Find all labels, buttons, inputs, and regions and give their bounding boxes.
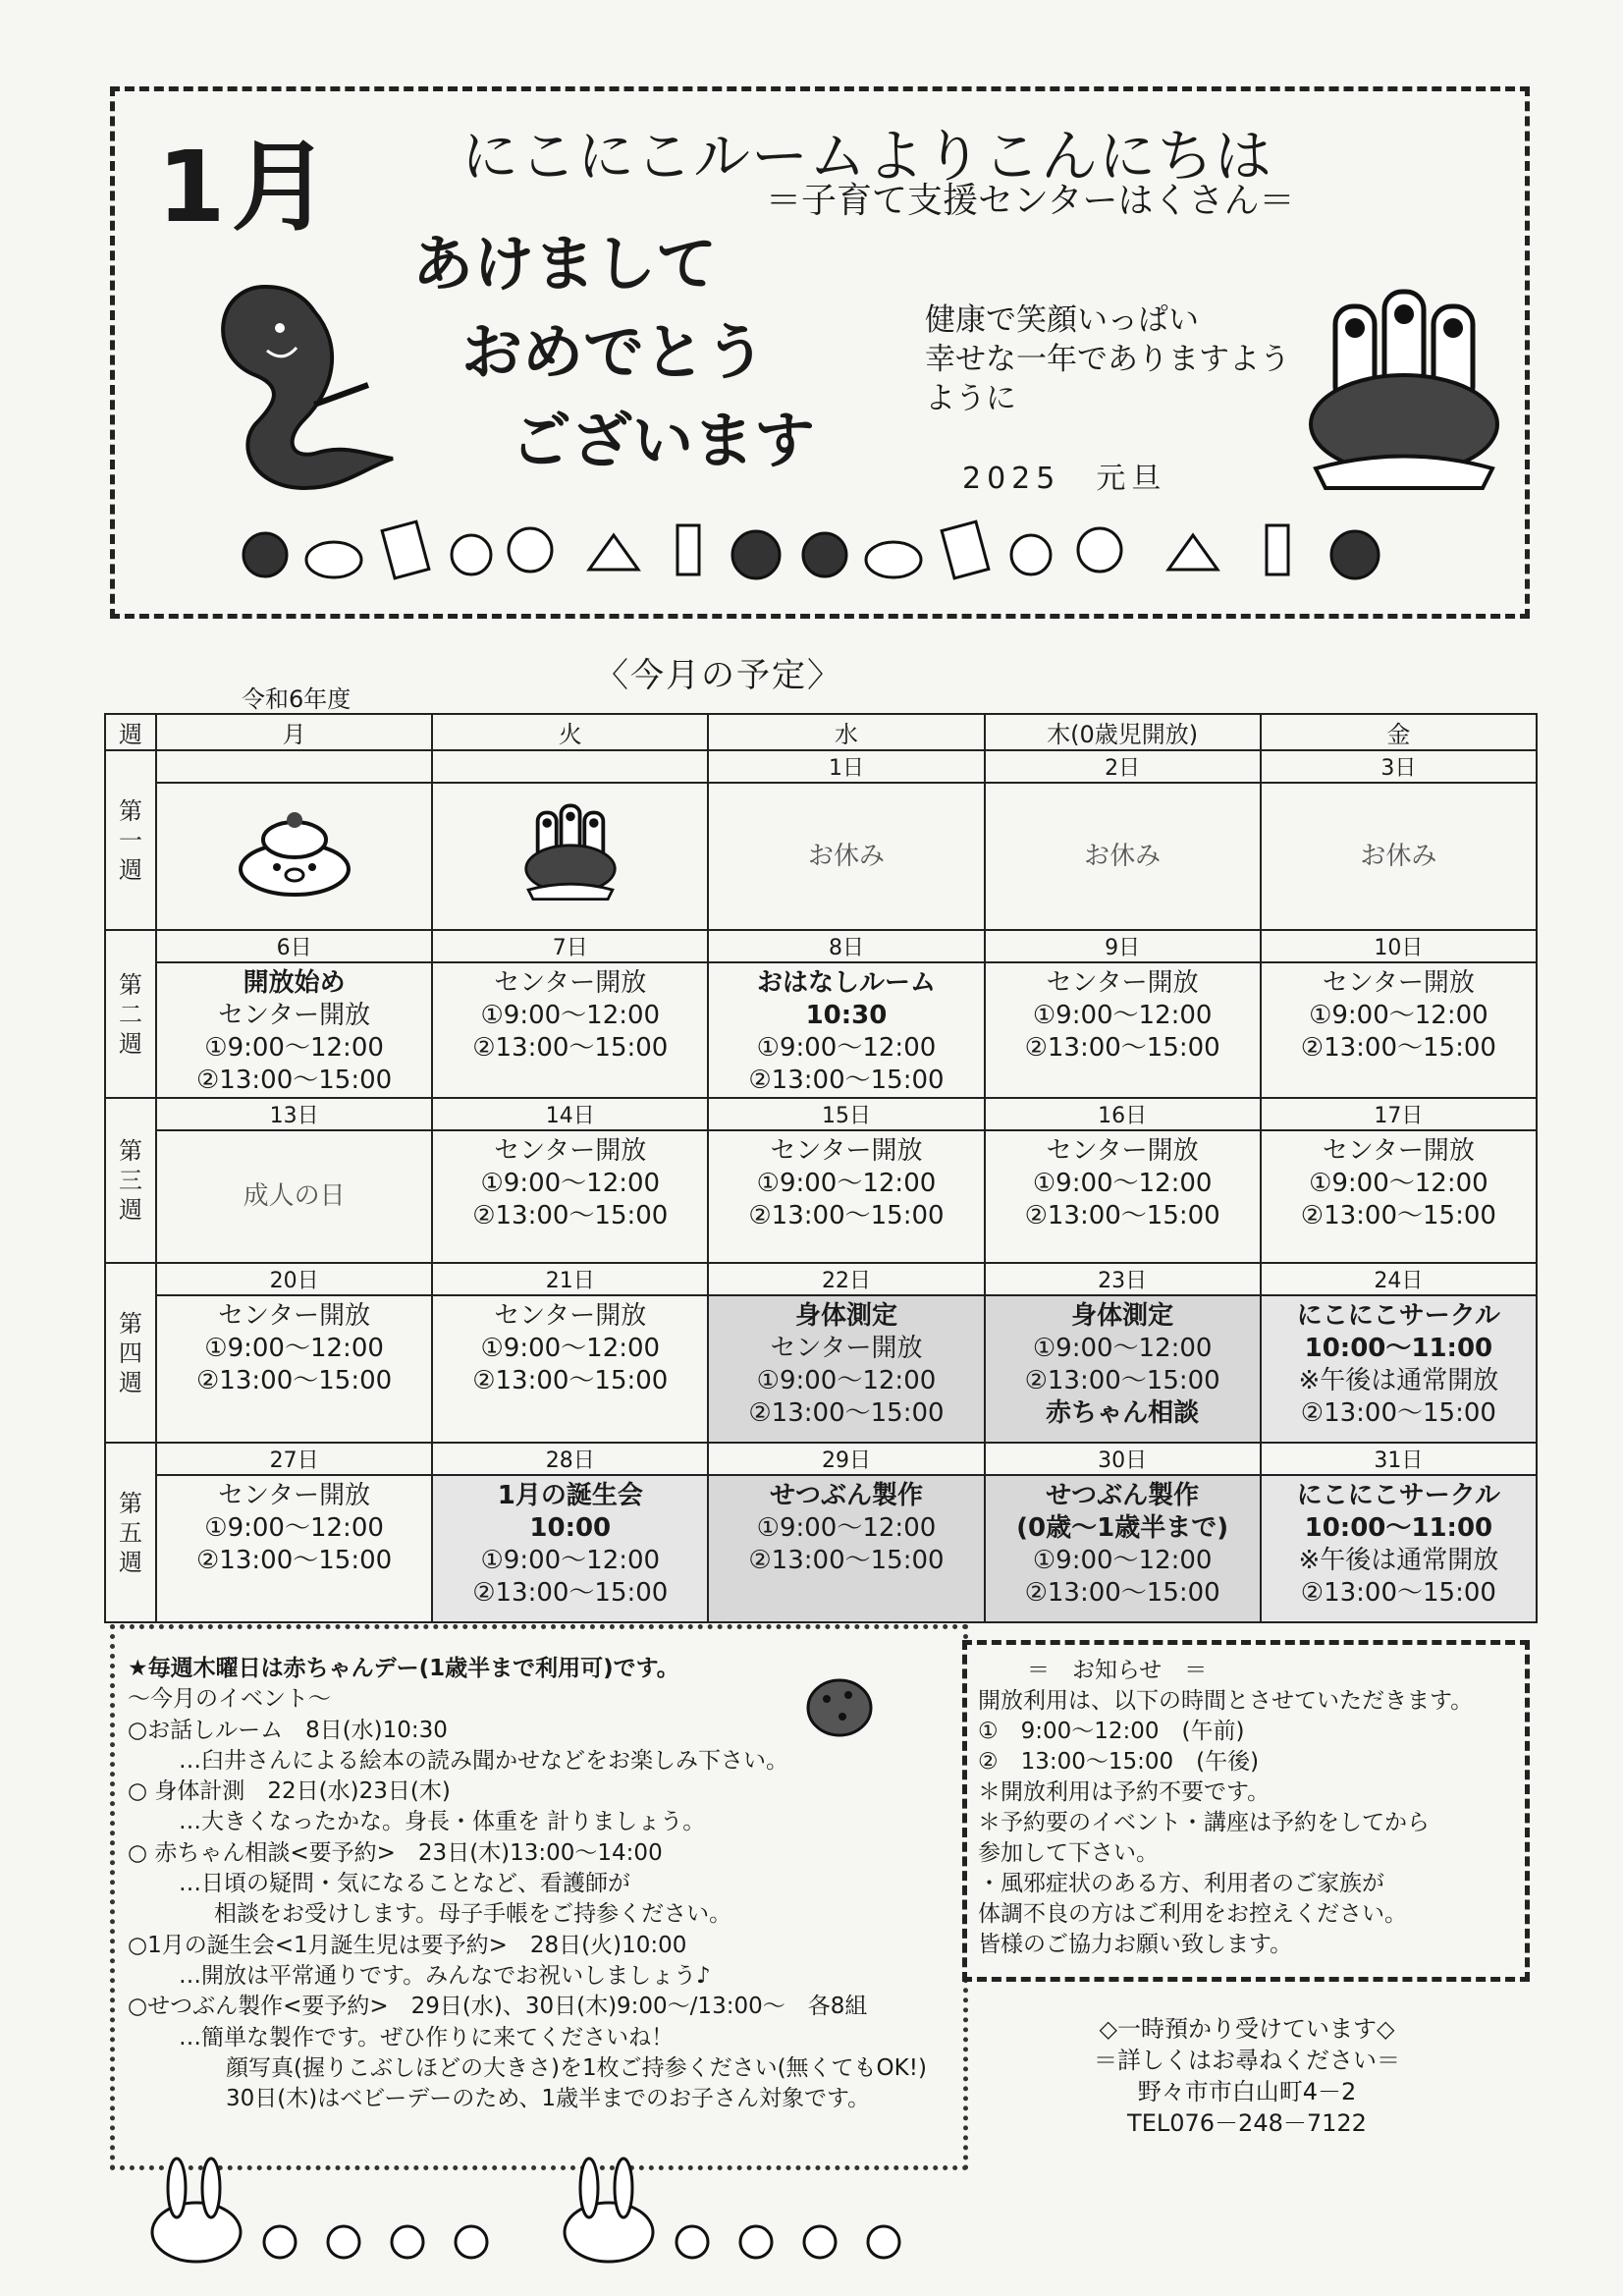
day-number: 29日 [708,1443,984,1475]
kagami-mochi-icon [236,808,353,897]
day-number: 9日 [985,930,1261,962]
cell-line: ②13:00～15:00 [748,1398,945,1428]
schedule-cell [156,1475,432,1622]
schedule-row [105,1475,1537,1622]
cell-line: ①9:00～12:00 [1032,1169,1213,1198]
cell-line: ②13:00～15:00 [472,1578,669,1608]
schedule-cell [432,1475,708,1622]
notice-line: ① 9:00～12:00 (午前) [978,1719,1245,1744]
cell-line: ①9:00～12:00 [756,1366,937,1395]
cell-line: ②13:00～15:00 [1300,1578,1496,1608]
cell-line: センター開放 [218,1301,371,1331]
greeting-line: ございます [511,405,816,476]
cell-line: センター開放 [494,968,647,998]
cell-line: ②13:00～15:00 [196,1366,393,1395]
cell-line: ②13:00～15:00 [472,1201,669,1230]
schedule-cell [432,1295,708,1443]
cell-line: ②13:00～15:00 [1024,1201,1220,1230]
cell-line: ②13:00～15:00 [1300,1033,1496,1063]
event-line: …開放は平常通りです。みんなでお祝いしましょう♪ [179,1962,711,1989]
cell-line: せつぶん製作 [769,1481,923,1510]
month-title: 1月 [157,130,336,245]
cell-line: センター開放 [218,1001,371,1030]
cell-line: ①9:00～12:00 [480,1546,661,1575]
schedule-cell [156,1295,432,1443]
schedule-row [105,783,1537,930]
schedule-cell [985,1130,1261,1263]
day-number: 17日 [1261,1098,1537,1130]
cell-line: センター開放 [1322,1136,1475,1166]
cell-line: ※午後は通常開放 [1298,1546,1499,1575]
day-number: 2日 [985,750,1261,783]
event-line: …簡単な製作です。ぜひ作りに来てくださいね！ [179,2024,675,2050]
schedule-cell [156,1130,432,1263]
event-line: 30日(木)はベビーデーのため、1歳半までのお子さん対象です。 [226,2086,871,2112]
cell-line: ①9:00～12:00 [480,1001,661,1030]
day-number: 28日 [432,1443,708,1475]
schedule-cell [985,962,1261,1098]
cell-line: ②13:00～15:00 [748,1201,945,1230]
column-header: 火 [432,714,708,750]
day-number: 3日 [1261,750,1537,783]
day-number: 23日 [985,1263,1261,1295]
week-label: 第 三 週 [105,1098,156,1263]
cell-line: ②13:00～15:00 [472,1033,669,1063]
day-number: 1日 [708,750,984,783]
event-line: …大きくなったかな。身長・体重を 計りましょう。 [179,1809,706,1835]
cell-line: ②13:00～15:00 [748,1066,945,1095]
cell-line: 身体測定 [1071,1301,1174,1331]
cell-line: ①9:00～12:00 [204,1513,384,1543]
day-number: 31日 [1261,1443,1537,1475]
schedule-cell [985,1295,1261,1443]
day-number-row [105,1098,1537,1130]
cell-line: 開放始め [243,968,346,998]
cell-line: ②13:00～15:00 [1300,1398,1496,1428]
column-header: 週 [105,714,156,750]
day-number: 14日 [432,1098,708,1130]
wish-line: 幸せな一年でありますよう [925,342,1290,377]
event-line: ○ 赤ちゃん相談<要予約> 23日(木)13:00～14:00 [128,1839,663,1866]
cell-line: 身体測定 [794,1301,897,1331]
cell-line: センター開放 [1322,968,1475,998]
cell-line: センター開放 [770,1136,923,1166]
wish-message [925,301,1290,418]
schedule-row [105,1130,1537,1263]
cell-line: ②13:00～15:00 [196,1546,393,1575]
schedule-cell [708,783,984,930]
notice-line: ② 13:00～15:00 (午後) [978,1749,1260,1775]
column-header: 水 [708,714,984,750]
schedule-cell [1261,1295,1537,1443]
event-line: ○お話しルーム 8日(水)10:30 [128,1717,448,1743]
cell-line: ②13:00～15:00 [748,1546,945,1575]
contact-line: 野々市市白山町4－2 [1137,2078,1357,2105]
day-number-row [105,750,1537,783]
notice-content [978,1656,1528,1960]
cell-line: センター開放 [1046,968,1199,998]
schedule-cell [156,783,432,930]
event-line: ○せつぶん製作<要予約> 29日(水)、30日(木)9:00～/13:00～ 各8組 [128,1994,868,2020]
cell-line: センター開放 [770,1334,923,1363]
cell-line: お休み [1084,841,1162,871]
schedule-heading: 〈今月の予定〉 [595,656,842,695]
cell-line: せつぶん製作 [1046,1481,1200,1510]
cell-line: 10:00 [529,1513,612,1543]
cell-line: にこにこサークル [1296,1481,1500,1510]
schedule-cell [432,1130,708,1263]
cell-line: 赤ちゃん相談 [1046,1398,1200,1428]
cell-line: にこにこサークル [1296,1301,1500,1331]
issue-date: 2025 元旦 [962,462,1167,496]
notice-line: ＊開放利用は予約不要です。 [978,1779,1271,1805]
cell-line: ①9:00～12:00 [480,1334,661,1363]
schedule-cell [985,1475,1261,1622]
schedule-row [105,1295,1537,1443]
wish-line: 健康で笑顔いっぱい [925,302,1199,338]
schedule-cell [432,962,708,1098]
event-line: 相談をお受けします。母子手帳をご持参ください。 [214,1901,732,1928]
cell-line: センター開放 [494,1301,647,1331]
event-line: ○ 身体計測 22日(水)23日(木) [128,1778,451,1805]
schedule-cell [708,962,984,1098]
week-label: 第 一 週 [105,750,156,930]
cell-line: 成人の日 [243,1181,346,1211]
schedule-cell [1261,1475,1537,1622]
schedule-cell [708,1130,984,1263]
cell-line: ①9:00～12:00 [756,1033,937,1063]
cell-line: ※午後は通常開放 [1298,1366,1499,1395]
monthly-schedule-table [104,713,1538,1623]
week-label: 第 五 週 [105,1443,156,1622]
rabbit-decoration-row [147,2149,933,2267]
table-header-row [105,714,1537,750]
cell-line: ②13:00～15:00 [196,1066,393,1095]
day-number-row [105,1443,1537,1475]
day-number: 20日 [156,1263,432,1295]
cell-line: ②13:00～15:00 [1024,1366,1220,1395]
schedule-cell [432,783,708,930]
cell-line: ①9:00～12:00 [1032,1546,1213,1575]
kadomatsu-icon [521,803,620,902]
cell-line: ②13:00～15:00 [1024,1033,1220,1063]
day-number: 6日 [156,930,432,962]
day-number: 27日 [156,1443,432,1475]
event-line: …日頃の疑問・気になることなど、看護師が [179,1871,630,1897]
notice-line: 皆様のご協力お願い致します。 [978,1932,1293,1957]
cell-line: ②13:00～15:00 [472,1366,669,1395]
cell-line: ①9:00～12:00 [204,1033,384,1063]
event-line: 顔写真(握りこぶしほどの大きさ)を1枚ご持参ください(無くてもOK!) [226,2054,927,2081]
cell-line: ①9:00～12:00 [204,1334,384,1363]
notice-line: 体調不良の方はご利用をお控えください。 [978,1901,1407,1927]
cell-line: ②13:00～15:00 [1300,1201,1496,1230]
kadomatsu-illustration [1306,287,1502,493]
contact-line: TEL076－248－7122 [1127,2109,1367,2137]
schedule-cell [985,783,1261,930]
day-number [156,750,432,783]
day-number-row [105,1263,1537,1295]
event-line: …臼井さんによる絵本の読み聞かせなどをお楽しみ下さい。 [179,1747,788,1774]
schedule-row [105,962,1537,1098]
day-number: 13日 [156,1098,432,1130]
wish-line: ように [925,381,1016,416]
column-header: 木(0歳児開放) [985,714,1261,750]
cell-line: ①9:00～12:00 [756,1169,937,1198]
day-number: 24日 [1261,1263,1537,1295]
notice-line: 開放利用は、以下の時間とさせていただきます。 [978,1688,1474,1714]
cell-line: ②13:00～15:00 [1024,1578,1220,1608]
cookie-icon [805,1677,874,1738]
day-number: 21日 [432,1263,708,1295]
cell-line: 10:00～11:00 [1304,1513,1493,1543]
cell-line: 1月の誕生会 [497,1481,643,1510]
center-name: ＝子育て支援センターはくさん＝ [766,181,1295,221]
day-number [432,750,708,783]
day-number: 8日 [708,930,984,962]
cell-line: ①9:00～12:00 [1032,1001,1213,1030]
contact-line: ◇一時預かり受けています◇ [1099,2015,1395,2043]
cell-line: ①9:00～12:00 [756,1513,937,1543]
notice-title: ＝ お知らせ ＝ [1027,1658,1208,1683]
cell-line: ①9:00～12:00 [480,1169,661,1198]
greeting-line: おめでとう [461,316,767,388]
cell-line: おはなしルーム [756,968,936,998]
day-number: 22日 [708,1263,984,1295]
fiscal-year: 令和6年度 [242,685,352,713]
week-label: 第 二 週 [105,930,156,1098]
schedule-cell [1261,1130,1537,1263]
column-header: 金 [1261,714,1537,750]
day-number: 30日 [985,1443,1261,1475]
cell-line: センター開放 [1046,1136,1199,1166]
day-number: 16日 [985,1098,1261,1130]
notice-line: 参加して下さい。 [978,1840,1159,1866]
new-year-decoration-row [226,511,1404,589]
schedule-cell [156,962,432,1098]
new-year-greeting [412,220,815,485]
contact-line: ＝詳しくはお尋ねください＝ [1094,2047,1400,2074]
snake-illustration [196,257,412,513]
schedule-cell [708,1475,984,1622]
day-number: 7日 [432,930,708,962]
cell-line: 10:30 [805,1001,888,1030]
cell-line: (0歳～1歳半まで) [1016,1513,1229,1543]
day-number-row [105,930,1537,962]
newsletter-title: にこにこルームよりこんにちは [461,123,1273,190]
cell-line: ①9:00～12:00 [1309,1001,1488,1030]
cell-line: センター開放 [494,1136,647,1166]
cell-line: センター開放 [218,1481,371,1510]
notice-line: ＊予約要のイベント・講座は予約をしてから [978,1810,1430,1835]
contact-info [1060,2013,1434,2139]
day-number: 10日 [1261,930,1537,962]
day-number: 15日 [708,1098,984,1130]
column-header: 月 [156,714,432,750]
cell-line: 10:00～11:00 [1304,1334,1493,1363]
event-line: ～今月のイベント～ [128,1686,331,1713]
cell-line: お休み [1360,841,1437,871]
cell-line: ①9:00～12:00 [1309,1169,1488,1198]
event-line: ★毎週木曜日は赤ちゃんデー(1歳半まで利用可)です。 [128,1656,679,1681]
schedule-cell [1261,962,1537,1098]
schedule-cell [1261,783,1537,930]
cell-line: ①9:00～12:00 [1032,1334,1213,1363]
greeting-line: あけまして [412,228,718,300]
event-line: ○1月の誕生会<1月誕生児は要予約> 28日(火)10:00 [128,1932,687,1958]
week-label: 第 四 週 [105,1263,156,1443]
cell-line: お休み [807,841,885,871]
notice-line: ・風邪症状のある方、利用者のご家族が [978,1871,1384,1896]
schedule-cell [708,1295,984,1443]
